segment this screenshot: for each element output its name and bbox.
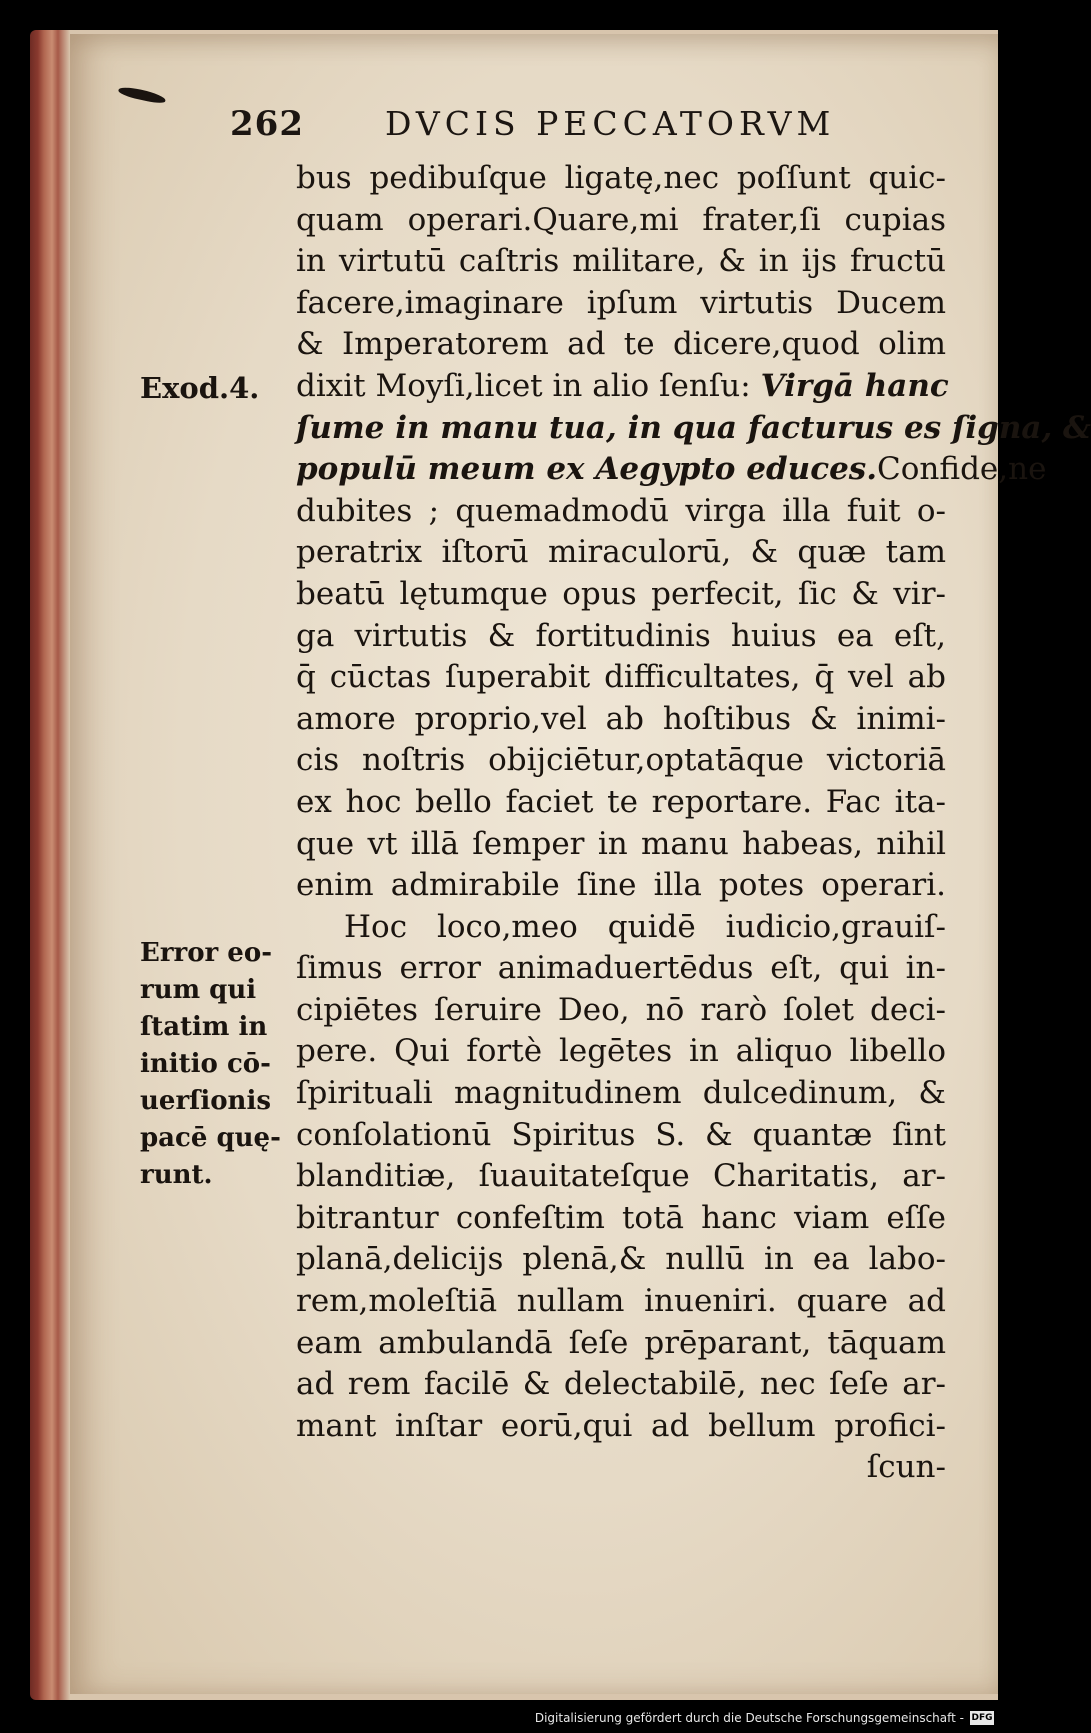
text-line: rem,moleſtiā nullam inueniri. quare ad [296,1283,946,1320]
margin-note-error [140,935,290,1194]
text-line: ga virtutis & fortitudinis huius ea eſt, [296,617,946,654]
text-line: bitrantur confeſtim totā hanc viam eſſe [296,1199,946,1236]
margin-note-line: runt. [140,1160,213,1190]
text-line: peratrix iſtorū miraculorū, & quæ tam [296,534,946,571]
margin-note-exod: Exod.4. [140,371,260,405]
footer-bar [0,1700,1000,1733]
text-line: bus pedibuſque ligatę,nec poſſunt quic- [296,160,946,196]
text-line: que vt illā ſemper in manu habeas, nihil [296,825,946,862]
margin-note-line: uerſionis [140,1086,271,1116]
text-line: eam ambulandā ſeſe prēparant, tāquam [296,1324,946,1361]
margin-note-line: initio cō- [140,1049,271,1079]
text-line: q̄ cūctas ſuperabit difficultates, q̄ vel ab [296,659,946,696]
text-line: amore proprio,vel ab hoſtibus & inimi- [296,700,946,737]
text-line-mixed [296,449,1047,491]
text-line-mixed [296,366,949,408]
dfg-logo-icon: DFG [971,1713,993,1723]
margin-note-line: rum qui [140,975,257,1005]
margin-note-line: pacē quę- [140,1123,281,1153]
margin-note-line: Error eo- [140,938,272,968]
text-line: blanditiæ, ſuauitateſque Charitatis, ar- [296,1158,946,1195]
funding-credit: Digitalisierung gefördert durch die Deutsche Forschungsgemeinschaft - [534,1711,964,1725]
text-line: cipiētes ſeruire Deo, nō rarò ſolet deci- [296,991,946,1028]
text-line: quam operari.Quare,mi frater,ſi cupias [296,201,946,238]
text-line: dubites ; quemadmodū virga illa fuit o- [296,492,946,529]
text-line: mant inſtar eorū,qui ad bellum profici- [296,1407,946,1444]
text-segment: Confide,ne [877,451,1047,488]
text-line: conſolationū Spiritus S. & quantæ ſint [296,1116,946,1153]
text-line: planā,delicijs plenā,& nullū in ea labo- [296,1241,946,1278]
text-line: ad rem facilē & delectabilē, nec ſeſe ar- [296,1366,946,1403]
text-line: ſpirituali magnitudinem dulcedinum, & [296,1075,946,1112]
text-line: ex hoc bello faciet te reportare. Fac ita- [296,783,946,820]
text-line: facere,imaginare ipſum virtutis Ducem [296,284,946,321]
running-head [230,104,870,154]
text-line: Hoc loco,meo quidē iudicio,grauiſ- [344,908,946,945]
body-text [296,158,1091,1489]
margin-note-line: ſtatim in [140,1012,268,1042]
text-line: & Imperatorem ad te dicere,quod olim [296,326,946,363]
italic-segment: Virgā hanc [760,367,949,404]
catchword: ſcun- [866,1449,946,1486]
page-number: 262 [230,104,304,144]
text-line-italic: ſume in manu tua, in qua facturus es ſigna, & [296,409,1091,446]
text-line: beatū lętumque opus perfecit, ſic & vir- [296,575,946,612]
text-segment: dixit Moyſi,licet in alio ſenſu: [296,367,751,404]
running-title: DVCIS PECCATORVM [385,104,836,143]
text-line: cis noſtris obijciētur,optatāque victoriā [296,742,946,779]
text-line: enim admirabile ſine illa potes operari. [296,867,946,904]
italic-segment: populū meum ex Aegypto educes. [296,451,878,488]
text-line: in virtutū caſtris militare, & in ijs fructū [296,243,946,280]
text-line: ſimus error animaduertēdus eſt, qui in- [296,950,946,987]
text-line: pere. Qui fortè legētes in aliquo libello [296,1033,946,1070]
